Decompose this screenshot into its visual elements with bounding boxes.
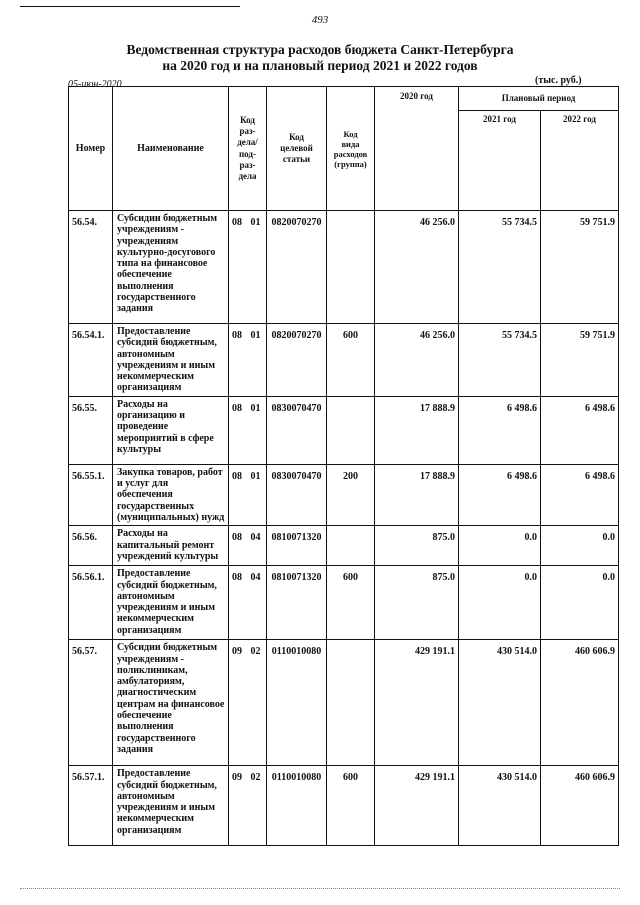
- row-section-code: 08 01: [229, 396, 267, 464]
- row-name: Предоставление субсидий бюджетным, автономным учреждениям и иным некоммерческим организациям: [113, 766, 229, 846]
- row-value-2022: 59 751.9: [541, 211, 619, 324]
- row-value-2021: 430 514.0: [459, 640, 541, 766]
- page-number: 493: [311, 14, 329, 26]
- row-target-code: 0810071320: [267, 566, 327, 640]
- row-value-2021: 0.0: [459, 566, 541, 640]
- table-row: [69, 464, 619, 525]
- row-section-code: 08 04: [229, 526, 267, 566]
- header-section-code: Код раз- дела/ под- раз- дела: [229, 87, 267, 211]
- row-expense-code: 600: [327, 324, 375, 397]
- row-name: Предоставление субсидий бюджетным, автономным учреждениям и иным некоммерческим организациям: [113, 324, 229, 397]
- row-value-2021: 55 734.5: [459, 324, 541, 397]
- row-expense-code: [327, 640, 375, 766]
- bottom-rule: [20, 888, 620, 889]
- table-row: [69, 566, 619, 640]
- top-rule: [20, 6, 240, 7]
- row-value-2020: 17 888.9: [375, 396, 459, 464]
- units-label: (тыс. руб.): [535, 75, 582, 86]
- row-expense-code: 600: [327, 766, 375, 846]
- header-2022: 2022 год: [541, 111, 619, 211]
- row-value-2020: 875.0: [375, 526, 459, 566]
- header-2021: 2021 год: [459, 111, 541, 211]
- row-number: 56.56.1.: [69, 566, 113, 640]
- row-value-2022: 460 606.9: [541, 766, 619, 846]
- row-expense-code: [327, 526, 375, 566]
- row-number: 56.54.: [69, 211, 113, 324]
- budget-table: [68, 86, 619, 846]
- header-name: Наименование: [113, 87, 229, 211]
- header-number: Номер: [69, 87, 113, 211]
- row-value-2020: 17 888.9: [375, 464, 459, 525]
- row-number: 56.56.: [69, 526, 113, 566]
- row-value-2021: 430 514.0: [459, 766, 541, 846]
- row-value-2021: 6 498.6: [459, 464, 541, 525]
- table-row: [69, 211, 619, 324]
- row-section-code: 09 02: [229, 766, 267, 846]
- table-row: [69, 526, 619, 566]
- row-name: Закупка товаров, работ и услуг для обеспечения государственных (муниципальных) нужд: [113, 464, 229, 525]
- row-value-2022: 0.0: [541, 526, 619, 566]
- row-expense-code: [327, 396, 375, 464]
- row-value-2021: 55 734.5: [459, 211, 541, 324]
- table-body: [69, 211, 619, 846]
- row-section-code: 08 01: [229, 324, 267, 397]
- row-target-code: 0830070470: [267, 464, 327, 525]
- row-target-code: 0820070270: [267, 324, 327, 397]
- row-value-2021: 6 498.6: [459, 396, 541, 464]
- row-number: 56.57.1.: [69, 766, 113, 846]
- row-number: 56.55.1.: [69, 464, 113, 525]
- row-value-2022: 6 498.6: [541, 464, 619, 525]
- row-section-code: 09 02: [229, 640, 267, 766]
- header-plan-period: Плановый период: [459, 87, 619, 111]
- row-name: Субсидии бюджетным учреждениям - поликлиникам, амбулаториям, диагностическим центрам на финансовое обеспечение выполнения государственного задания: [113, 640, 229, 766]
- header-target-code: Код целевой статьи: [267, 87, 327, 211]
- row-value-2021: 0.0: [459, 526, 541, 566]
- row-value-2020: 46 256.0: [375, 211, 459, 324]
- document-title: [60, 42, 580, 74]
- row-expense-code: [327, 211, 375, 324]
- table-row: [69, 640, 619, 766]
- row-name: Предоставление субсидий бюджетным, автономным учреждениям и иным некоммерческим организациям: [113, 566, 229, 640]
- row-number: 56.55.: [69, 396, 113, 464]
- row-value-2022: 0.0: [541, 566, 619, 640]
- row-section-code: 08 04: [229, 566, 267, 640]
- row-section-code: 08 01: [229, 211, 267, 324]
- table-row: [69, 766, 619, 846]
- table-row: [69, 396, 619, 464]
- row-target-code: 0810071320: [267, 526, 327, 566]
- row-target-code: 0110010080: [267, 766, 327, 846]
- row-value-2020: 429 191.1: [375, 640, 459, 766]
- title-line-2: на 2020 год и на плановый период 2021 и 2022 годов: [162, 58, 478, 73]
- row-target-code: 0820070270: [267, 211, 327, 324]
- row-value-2022: 6 498.6: [541, 396, 619, 464]
- row-number: 56.57.: [69, 640, 113, 766]
- header-2020: 2020 год: [375, 87, 459, 211]
- table-row: [69, 324, 619, 397]
- row-name: Субсидии бюджетным учреждениям - учреждениям культурно-досугового типа на финансовое обеспечение выполнения государственного задания: [113, 211, 229, 324]
- header-expense-code: Код вида расходов (группа): [327, 87, 375, 211]
- row-expense-code: 200: [327, 464, 375, 525]
- title-line-1: Ведомственная структура расходов бюджета Санкт-Петербурга: [126, 42, 514, 57]
- row-section-code: 08 01: [229, 464, 267, 525]
- row-number: 56.54.1.: [69, 324, 113, 397]
- row-name: Расходы на капитальный ремонт учреждений культуры: [113, 526, 229, 566]
- row-expense-code: 600: [327, 566, 375, 640]
- row-name: Расходы на организацию и проведение мероприятий в сфере культуры: [113, 396, 229, 464]
- row-value-2020: 429 191.1: [375, 766, 459, 846]
- row-value-2022: 460 606.9: [541, 640, 619, 766]
- document-date: 05-июн-2020: [68, 79, 122, 90]
- row-value-2020: 875.0: [375, 566, 459, 640]
- row-value-2022: 59 751.9: [541, 324, 619, 397]
- row-target-code: 0110010080: [267, 640, 327, 766]
- row-target-code: 0830070470: [267, 396, 327, 464]
- row-value-2020: 46 256.0: [375, 324, 459, 397]
